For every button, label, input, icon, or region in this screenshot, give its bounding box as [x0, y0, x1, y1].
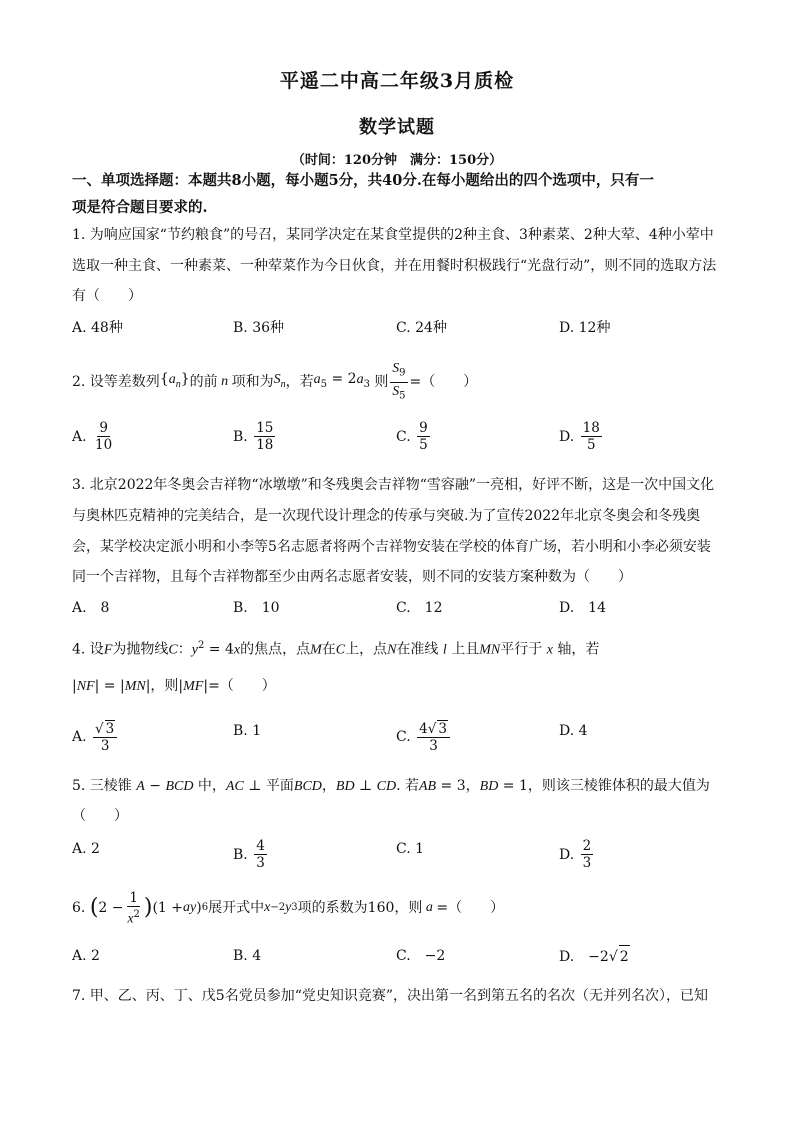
q1-line2: 选取一种主食、一种素菜、一种荤菜作为今日伙食，并在用餐时积极践行“光盘行动”，则不同的选取方法: [72, 258, 717, 274]
q2-n: n: [217, 374, 232, 390]
q5-line1: 5. 三棱锥 A − BCD 中，AC ⊥ 平面BCD，BD ⊥ CD. 若AB = 3，BD = 1，则该三棱锥体积的最大值为: [72, 778, 710, 794]
q2-stem: [72, 360, 732, 404]
q2-mid2: 项和为: [231, 374, 274, 391]
q1-options: [72, 317, 732, 347]
q5-option-d[interactable]: D. $\frac{2}{3}$: [559, 838, 592, 871]
q2-seq: $\{a_n\}$: [159, 371, 190, 391]
q4-line2: |NF| = |MN|，则|MF|=（ ）: [72, 678, 276, 694]
q6-options: [72, 945, 732, 975]
q1-option-b[interactable]: B. 36种: [233, 320, 285, 336]
q3-option-b[interactable]: B. 10: [233, 600, 280, 616]
q2-sn: $S_n$: [273, 372, 286, 391]
q4-option-c[interactable]: C. $\frac{4√ 3}{3}$: [396, 720, 452, 754]
q2-suffix: =（ ）: [409, 374, 478, 391]
q1-option-a[interactable]: A. 48种: [72, 320, 123, 336]
q2-mid4: 则: [374, 374, 389, 391]
q5-option-c[interactable]: C. 1: [396, 841, 425, 857]
q1-line1: 1. 为响应国家“节约粮食”的号召，某同学决定在某食堂提供的2种主食、3种素菜、2种大荤、4种小荤中: [72, 227, 714, 243]
q4-line1: 4. 设F为抛物线C：$y^2 = 4x$的焦点，点M在C上，点N在准线 l 上且MN平行于 x 轴，若: [72, 640, 600, 658]
q3-options: [72, 597, 732, 627]
q3-line1: 3. 北京2022年冬奥会吉祥物“冰墩墩”和冬残奥会吉祥物“雪容融”一亮相，好评不断，这是一次中国文化: [72, 477, 715, 493]
q2-mid3: ，若: [285, 374, 314, 391]
q5-option-a[interactable]: A. 2: [72, 841, 100, 857]
q3-line4: 同一个吉祥物，且每个吉祥物都至少由两名志愿者安装，则不同的安装方案种数为（ ）: [72, 569, 632, 585]
q3-option-a[interactable]: A. 8: [72, 600, 110, 616]
q4-options: [72, 720, 732, 760]
q3-option-d[interactable]: D. 14: [559, 600, 606, 616]
q4-option-a[interactable]: A. $\frac{√ 3}{3}$: [72, 720, 119, 754]
q6-option-a[interactable]: A. 2: [72, 948, 100, 964]
q2-options: [72, 420, 732, 460]
q4-option-d[interactable]: D. 4: [559, 723, 588, 739]
q2-prefix: 2. 设等差数列: [72, 374, 160, 391]
q6-option-b[interactable]: B. 4: [233, 948, 262, 964]
q3-line2: 与奥林匹克精神的完美结合，是一次现代设计理念的传承与突破.为了宣传2022年北京冬奥会和冬残奥: [72, 508, 701, 524]
q6-stem: 6. ( 2 − $\frac{1}{x^2}$ ) (1 + ay ) 6 展开式中 x −2 y 3 项的系数为160，则 a =（ ）: [72, 890, 505, 926]
q4-option-b[interactable]: B. 1: [233, 723, 262, 739]
section-heading-line1: 一、单项选择题：本题共8小题，每小题5分，共40分.在每小题给出的四个选项中，只有一: [72, 172, 654, 189]
q5-option-b[interactable]: B. $\frac{4}{3}$: [233, 838, 265, 871]
q1-option-c[interactable]: C. 24种: [396, 320, 447, 336]
time-info: （时间：120分钟 满分：150分）: [291, 153, 503, 168]
q7-line1: 7. 甲、乙、丙、丁、戊5名党员参加“党史知识竞赛”，决出第一名到第五名的名次（无并列名次），已知: [72, 988, 709, 1004]
q2-option-c[interactable]: C. $\frac{9}{5}$: [396, 420, 428, 453]
q6-option-c[interactable]: C. −2: [396, 948, 446, 964]
q5-options: [72, 838, 732, 878]
q1-line3: 有（ ）: [72, 288, 142, 304]
q2-cond: $a_5 = 2a_3$: [313, 371, 370, 391]
q2-ratio: $\frac{S_9}{S_5}$: [392, 360, 406, 402]
q3-line3: 会，某学校决定派小明和小李等5名志愿者将两个吉祥物安装在学校的体育广场，若小明和小李必须安装: [72, 539, 711, 555]
q2-option-a[interactable]: A. $\frac{9}{10}$: [72, 420, 113, 453]
q5-line2: （ ）: [72, 808, 128, 824]
q6-option-d[interactable]: D. −2 √ 2: [559, 945, 630, 968]
page-title: 平遥二中高二年级3月质检: [279, 70, 515, 92]
q3-option-c[interactable]: C. 12: [396, 600, 443, 616]
q1-option-d[interactable]: D. 12种: [559, 320, 611, 336]
q2-option-b[interactable]: B. $\frac{15}{18}$: [233, 420, 274, 453]
page-subtitle: 数学试题: [359, 117, 435, 138]
q2-option-d[interactable]: D. $\frac{18}{5}$: [559, 420, 600, 453]
q2-mid1: 的前: [189, 374, 218, 391]
section-heading-line2: 项是符合题目要求的.: [72, 199, 208, 216]
